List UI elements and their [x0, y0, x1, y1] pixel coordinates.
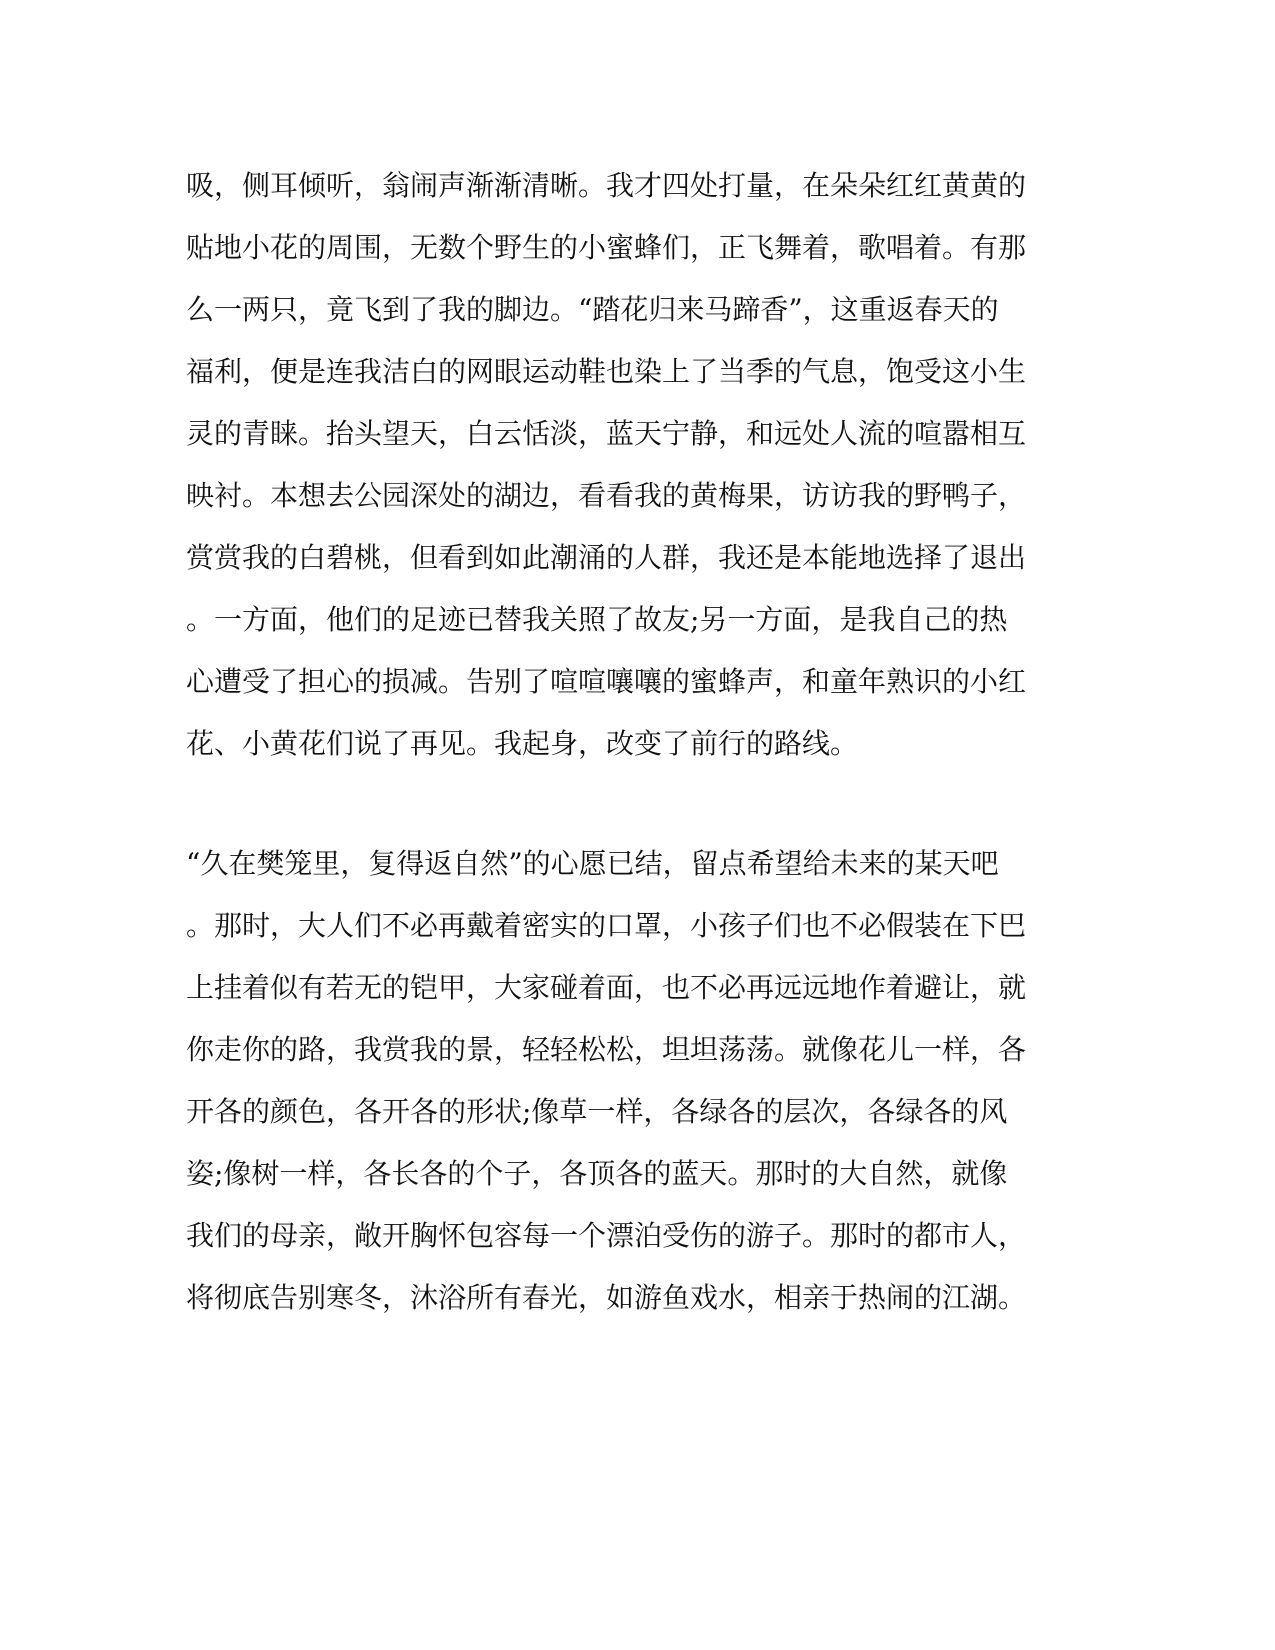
- text-line: 么一两只，竟飞到了我的脚边。“踏花归来马蹄香”，这重返春天的: [186, 293, 999, 326]
- paragraph-1: [186, 162, 1036, 782]
- text-line: “久在樊笼里，复得返自然”的心愿已结，留点希望给未来的某天吧: [186, 847, 999, 880]
- text-line: 福利，便是连我洁白的网眼运动鞋也染上了当季的气息，饱受这小生: [186, 355, 1027, 388]
- text-line: 上挂着似有若无的铠甲，大家碰着面，也不必再远远地作着避让，就: [186, 971, 1027, 1004]
- text-line: 。一方面，他们的足迹已替我关照了故友;另一方面，是我自己的热: [186, 603, 1008, 636]
- text-line: 我们的母亲，敞开胸怀包容每一个漂泊受伤的游子。那时的都市人，: [186, 1219, 1027, 1252]
- text-line: 赏赏我的白碧桃，但看到如此潮涌的人群，我还是本能地选择了退出: [186, 541, 1027, 574]
- text-line: 将彻底告别寒冬，沐浴所有春光，如游鱼戏水，相亲于热闹的江湖。: [186, 1281, 1027, 1314]
- text-line: 。那时，大人们不必再戴着密实的口罩，小孩子们也不必假装在下巴: [186, 909, 1027, 942]
- paragraph-2: [186, 840, 1036, 1336]
- text-line: 吸，侧耳倾听，翁闹声渐渐清晰。我才四处打量，在朵朵红红黄黄的: [186, 169, 1027, 202]
- text-line: 映衬。本想去公园深处的湖边，看看我的黄梅果，访访我的野鸭子，: [186, 479, 1027, 512]
- text-line: 心遭受了担心的损减。告别了喧喧嚷嚷的蜜蜂声，和童年熟识的小红: [186, 665, 1027, 698]
- text-line: 开各的颜色，各开各的形状;像草一样，各绿各的层次，各绿各的风: [186, 1095, 1008, 1128]
- text-line: 你走你的路，我赏我的景，轻轻松松，坦坦荡荡。就像花儿一样，各: [186, 1033, 1027, 1066]
- text-line: 贴地小花的周围，无数个野生的小蜜蜂们，正飞舞着，歌唱着。有那: [186, 231, 1027, 264]
- text-line: 灵的青睐。抬头望天，白云恬淡，蓝天宁静，和远处人流的喧嚣相互: [186, 417, 1027, 450]
- text-line: 花、小黄花们说了再见。我起身，改变了前行的路线。: [186, 727, 859, 760]
- text-line: 姿;像树一样，各长各的个子，各顶各的蓝天。那时的大自然，就像: [186, 1157, 1008, 1190]
